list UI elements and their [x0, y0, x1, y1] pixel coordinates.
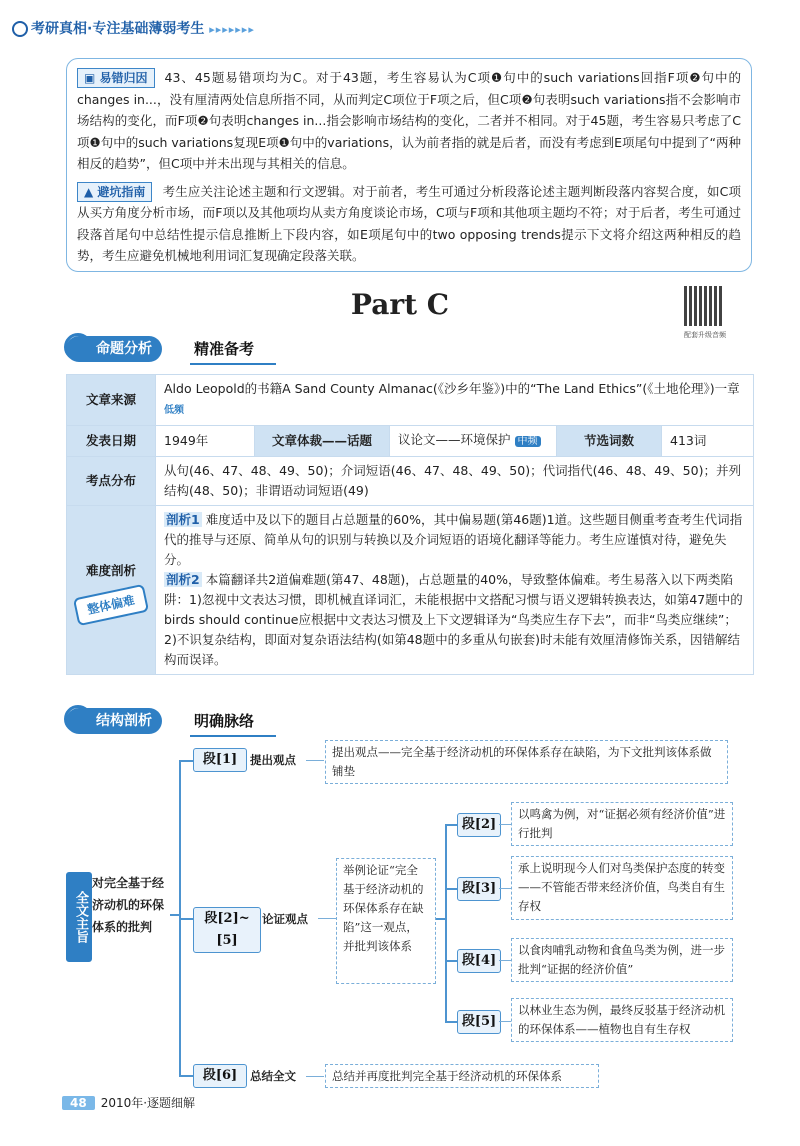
section-subtitle: 精准备考: [194, 340, 255, 358]
error-tag: ▣ 易错归因: [77, 68, 155, 88]
points-text: 从句(46、47、48、49、50)；介词短语(46、47、48、49、50)；代词指代(46、48、49、50)；并列结构(48、50)；非谓语动词短语(49): [156, 457, 754, 506]
section-underline: [190, 363, 276, 365]
table-row: [67, 506, 754, 675]
connector: [445, 1021, 457, 1023]
section-heading-structure: [66, 708, 306, 734]
difficulty-stamp: 整体偏难: [73, 584, 149, 626]
node-para-2-5: 段[2]~[5]: [193, 907, 261, 953]
source-freq: 低频: [164, 405, 184, 416]
node-para-2-5-desc: 举例论证“完全基于经济动机的环保体系存在缺陷”这一观点，并批判该体系: [336, 858, 436, 984]
node-para-1: 段[1]: [193, 748, 247, 772]
genre-value: 议论文——环境保护: [398, 432, 511, 447]
section-label: 命题分析: [66, 336, 162, 362]
qr-caption: 配套升级音频: [684, 331, 726, 339]
source-label: 文章来源: [67, 375, 156, 426]
difficulty-text: [156, 506, 754, 675]
error-paragraph: [77, 67, 741, 175]
source-cell: [156, 375, 754, 426]
node-para-6: 段[6]: [193, 1064, 247, 1088]
error-analysis-box: [66, 58, 752, 272]
connector: [179, 1075, 193, 1077]
connector: [445, 824, 457, 826]
section-heading-analysis: [66, 336, 306, 362]
date-label: 发表日期: [67, 426, 156, 457]
tips-text: 考生应关注论述主题和行文逻辑。对于前者，考生可通过分析段落论述主题判断段落内容契合度，如C项从买方角度分析市场，而F项以及其他项均从卖方角度谈论市场，C项与F项和其他项主题均不符；对于后者，考生可通过段落首尾句中总结性提示信息推断上下段内容，如E项尾句中的two opposing trends提示下文将介绍这两种相反的趋势，考生应避免机械地利用词汇复现确定段落关联。: [77, 183, 741, 263]
genre-label: 文章体裁——话题: [255, 426, 390, 457]
footer-title: 2010年·逐题细解: [100, 1096, 196, 1110]
node-para-6-desc: 总结并再度批判完全基于经济动机的环保体系: [325, 1064, 599, 1088]
node-para-4: 段[4]: [457, 949, 501, 973]
points-label: 考点分布: [67, 457, 156, 506]
page-number: 48: [62, 1096, 95, 1110]
analysis-1-text: 难度适中及以下的题目占总题量的60%，其中偏易题(第46题)1道。这些题目侧重考查考生代词指代的推导与还原、简单从句的识别与转换以及介词短语的语境化翻译等能力。考生应谨慎对待，避免失分。: [164, 512, 743, 567]
section-subtitle: 明确脉络: [194, 712, 255, 730]
node-para-3-desc: 承上说明现今人们对鸟类保护态度的转变——不管能否带来经济价值，鸟类自有生存权: [511, 856, 733, 920]
node-para-2: 段[2]: [457, 813, 501, 837]
root-desc: 对完全基于经济动机的环保体系的批判: [92, 876, 165, 934]
error-text: 43、45题易错项均为C。对于43题，考生容易认为C项❶句中的such variations回指F项❷句中的changes in...，没有厘清两处信息所指不同，从而判定C项位于F项之后，但C项❷句表明such variations指不会影响市场结构的变化，而F项❷句表明changes in...指会影响市场结构的变化，二者并不相同。对于45题，考生容易只考虑了C项❶句中的such variations复现E项❶句中的variations，认为前者指的就是后者，而没有考虑到E项尾句中提到了“两种相反的趋势”，但C项中并未出现与其相关的信息。: [77, 70, 742, 171]
header-text: 考研真相·专注基础薄弱考生: [31, 21, 205, 37]
node-para-4-desc: 以食肉哺乳动物和食鱼鸟类为例，进一步批判“证据的经济价值”: [511, 938, 733, 982]
analysis-2-text: 本篇翻译共2道偏难题(第47、48题)，占总题量的40%，导致整体偏难。考生易落入以下两类陷阱：1)忽视中文表达习惯，即机械直译词汇，未能根据中文搭配习惯与语义逻辑转换表达，如第47题中的birds should continue应根据中文表达习惯及上下文逻辑译为“鸟类应生存下去”，而非“鸟类应继续”；2)不识复杂结构，即面对复杂语法结构(如第48题中的多重从句嵌套)时未能有效厘清修饰关系，因错解结构而误译。: [164, 572, 743, 667]
node-para-6-tag: 总结全文: [250, 1069, 296, 1083]
connector: [179, 918, 193, 920]
source-text: Aldo Leopold的书籍A Sand County Almanac(《沙乡年鉴》)中的“The Land Ethics”(《土地伦理》)一章: [164, 381, 740, 396]
genre-freq: 中频: [515, 436, 541, 447]
section-label: 结构剖析: [66, 708, 162, 734]
difficulty-cell: [67, 506, 156, 675]
connector: [499, 888, 511, 889]
table-row: [67, 426, 754, 457]
search-logo-icon: [12, 21, 28, 37]
connector: [499, 1021, 511, 1022]
arrows-icon: ▸▸▸▸▸▸▸: [209, 23, 255, 36]
words-value: 413词: [662, 426, 754, 457]
table-row: [67, 457, 754, 506]
genre-cell: [390, 426, 557, 457]
tips-tag: ▲ 避坑指南: [77, 182, 152, 202]
section-underline: [190, 735, 276, 737]
node-para-1-desc: 提出观点——完全基于经济动机的环保体系存在缺陷，为下文批判该体系做铺垫: [325, 740, 728, 784]
root-label: 全文主旨: [66, 872, 92, 962]
connector: [499, 824, 511, 825]
analysis-2-tag: 剖析2: [166, 572, 200, 587]
connector: [318, 918, 336, 919]
part-title: Part C: [350, 288, 450, 321]
analysis-1: [164, 510, 745, 570]
tips-paragraph: [77, 181, 741, 267]
header-title: [12, 18, 255, 38]
date-value: 1949年: [156, 426, 255, 457]
connector: [445, 888, 457, 890]
node-para-2-desc: 以鸣禽为例，对“证据必须有经济价值”进行批判: [511, 802, 733, 846]
node-para-3: 段[3]: [457, 877, 501, 901]
connector: [306, 1076, 324, 1077]
footer: [62, 1094, 195, 1111]
words-label: 节选词数: [557, 426, 662, 457]
analysis-1-tag: 剖析1: [166, 512, 200, 527]
connector: [306, 760, 324, 761]
node-para-5-desc: 以林业生态为例，最终反驳基于经济动机的环保体系——植物也自有生存权: [511, 998, 733, 1042]
connector: [499, 960, 511, 961]
info-table: [66, 374, 754, 675]
difficulty-label: 难度剖析: [85, 563, 136, 578]
connector: [445, 824, 447, 1022]
connector: [445, 960, 457, 962]
connector: [179, 760, 193, 762]
node-para-1-tag: 提出观点: [250, 753, 296, 767]
qr-code-icon[interactable]: [684, 286, 724, 326]
table-row: [67, 375, 754, 426]
analysis-2: [164, 570, 745, 670]
node-para-2-5-tag: 论证观点: [262, 912, 308, 926]
node-para-5: 段[5]: [457, 1010, 501, 1034]
